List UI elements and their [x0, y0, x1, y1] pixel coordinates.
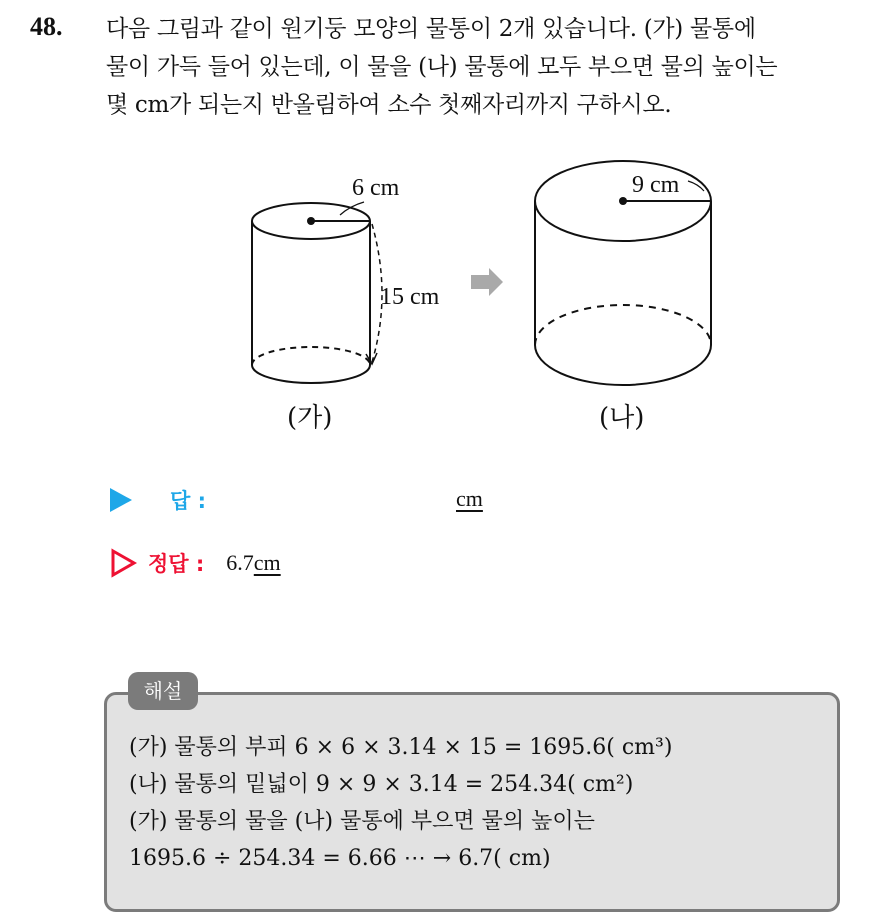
- problem-line-2: 물이 가득 들어 있는데, 이 물을 (나) 물통에 모두 부으면 물의 높이는: [106, 54, 778, 80]
- explanation-lines: [129, 729, 672, 877]
- cylinder-a-height-arrowhead: [366, 353, 377, 364]
- answer-label: 답 :: [170, 489, 206, 513]
- problem-line-1: 다음 그림과 같이 원기둥 모양의 물통이 2개 있습니다. (가) 물통에: [106, 16, 756, 42]
- explanation-line-3: (가) 물통의 물을 (나) 물통에 부으면 물의 높이는: [129, 809, 595, 834]
- correct-answer-label: 정답 :: [148, 552, 205, 576]
- answer-row: [110, 484, 483, 516]
- cylinder-a-bottom-front: [252, 365, 370, 383]
- correct-answer-value: 6.7: [226, 550, 254, 575]
- cylinder-b-radius-label: 9 cm: [632, 172, 680, 198]
- cylinder-b: [535, 161, 711, 433]
- explanation-line-1: (가) 물통의 부피 6 × 6 × 3.14 × 15 = 1695.6( cm³): [129, 735, 673, 760]
- problem-number: 48.: [30, 12, 63, 41]
- cylinder-a: [252, 175, 440, 433]
- explanation-tab: 해설: [128, 672, 198, 710]
- cylinder-a-bottom-back: [252, 347, 370, 365]
- explanation-line-2: (나) 물통의 밑넓이 9 × 9 × 3.14 = 254.34( cm²): [129, 772, 634, 797]
- play-icon: [110, 488, 132, 512]
- outline-play-icon: [110, 548, 138, 578]
- correct-answer-unit: cm: [253, 550, 281, 575]
- explanation-line-4: 1695.6 ÷ 254.34 = 6.66 ⋯ → 6.7( cm): [129, 846, 551, 871]
- cylinder-b-bottom-back: [535, 305, 711, 345]
- correct-answer-row: [110, 546, 281, 580]
- cylinder-b-caption: (나): [599, 403, 645, 433]
- explanation-box: [104, 692, 840, 912]
- right-arrow-icon: [471, 268, 503, 296]
- answer-unit: cm: [456, 486, 483, 511]
- cylinder-b-bottom-front: [535, 345, 711, 385]
- cylinder-a-height-label: 15 cm: [380, 284, 440, 310]
- cylinder-a-radius-label: 6 cm: [352, 175, 400, 201]
- cylinder-a-caption: (가): [287, 403, 333, 433]
- problem-line-3: 몇 cm가 되는지 반올림하여 소수 첫째자리까지 구하시오.: [106, 92, 672, 118]
